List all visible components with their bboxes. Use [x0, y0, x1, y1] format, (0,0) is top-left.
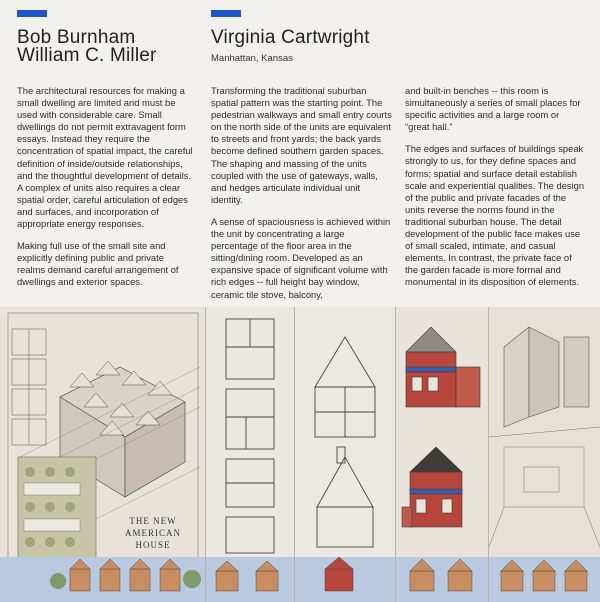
right-paragraph-4: The edges and surfaces of buildings speak strongly to us, for they define spaces and forms; spatial and surface detail establish scale and experiential qualities. The design of the public and private facades of the units reverse the norms found in the traditional suburban house. The detail development of the public face makes use of small scaled, intimate, and casual elements. In contrast, the private face of the garden facade is more formal and monumental in its disposition of elements.: [405, 143, 585, 288]
board-caption-line-2: AMERICAN HOUSE: [124, 528, 181, 550]
accent-bar-left: [17, 10, 47, 17]
sections-drawing: [295, 307, 395, 602]
board-caption: [108, 515, 198, 551]
board-panel-sections: [295, 307, 396, 602]
right-text-column-1: [211, 85, 393, 311]
right-paragraph-2: A sense of spaciousness is achieved within the unit by concentrating a large percentage of the floor area in the sitting/dining room. Developed as an expansive space of significant volume with rich edges -- full height bay window, ceramic tile stove, balcony,: [211, 215, 391, 300]
accent-bar-right: [211, 10, 241, 17]
right-paragraph-3: and built-in benches -- this room is simultaneously a series of small places for specific activities and a large room or “great hall.”: [405, 85, 581, 133]
right-text-column-2: [405, 85, 585, 299]
presentation-boards-photo: [0, 307, 600, 602]
board-panel-plans: [206, 307, 295, 602]
architect-name-1: Bob Burnham: [17, 27, 136, 48]
right-paragraph-1: Transforming the traditional suburban spatial pattern was the starting point. The pedestrian walkways and small entry courts on the north side of the units are equivalent to streets and front yards; the back yards become defined southern garden spaces. The shaping and massing of the units coupled with the use of gateways, walls, and hedges articulate individual unit identity.: [211, 85, 392, 205]
location-label: Manhattan, Kansas: [211, 53, 293, 64]
elevations-drawing: [396, 307, 488, 602]
architect-name-2: William C. Miller: [17, 45, 157, 66]
architect-name-right: Virginia Cartwright: [211, 27, 370, 48]
perspective-drawing: [489, 307, 600, 602]
board-caption-line-1: THE NEW: [129, 516, 177, 526]
board-panel-site: [0, 307, 206, 602]
left-paragraph-1: The architectural resources for making a small dwelling are limited and must be used with considerable care. Small dwellings do not permit extravagent form essays. Instead they require the concentration of spatial impact, the careful definition of inside/outside relationships, and the thoughtful development of details. A complex of units also requires a clear spatial order, careful articulation of edges and surfaces, and incorporation of appropriate energy responses.: [17, 85, 193, 230]
left-paragraph-2: Making full use of the small site and explicitly defining public and private realms demand careful arrangement of dwellings and exterior spaces.: [17, 240, 179, 288]
board-panel-elevations: [396, 307, 489, 602]
axonometric-drawing: [0, 307, 205, 602]
left-text-column: [17, 85, 193, 299]
floor-plans-drawing: [206, 307, 294, 602]
board-panel-perspectives: [489, 307, 600, 602]
